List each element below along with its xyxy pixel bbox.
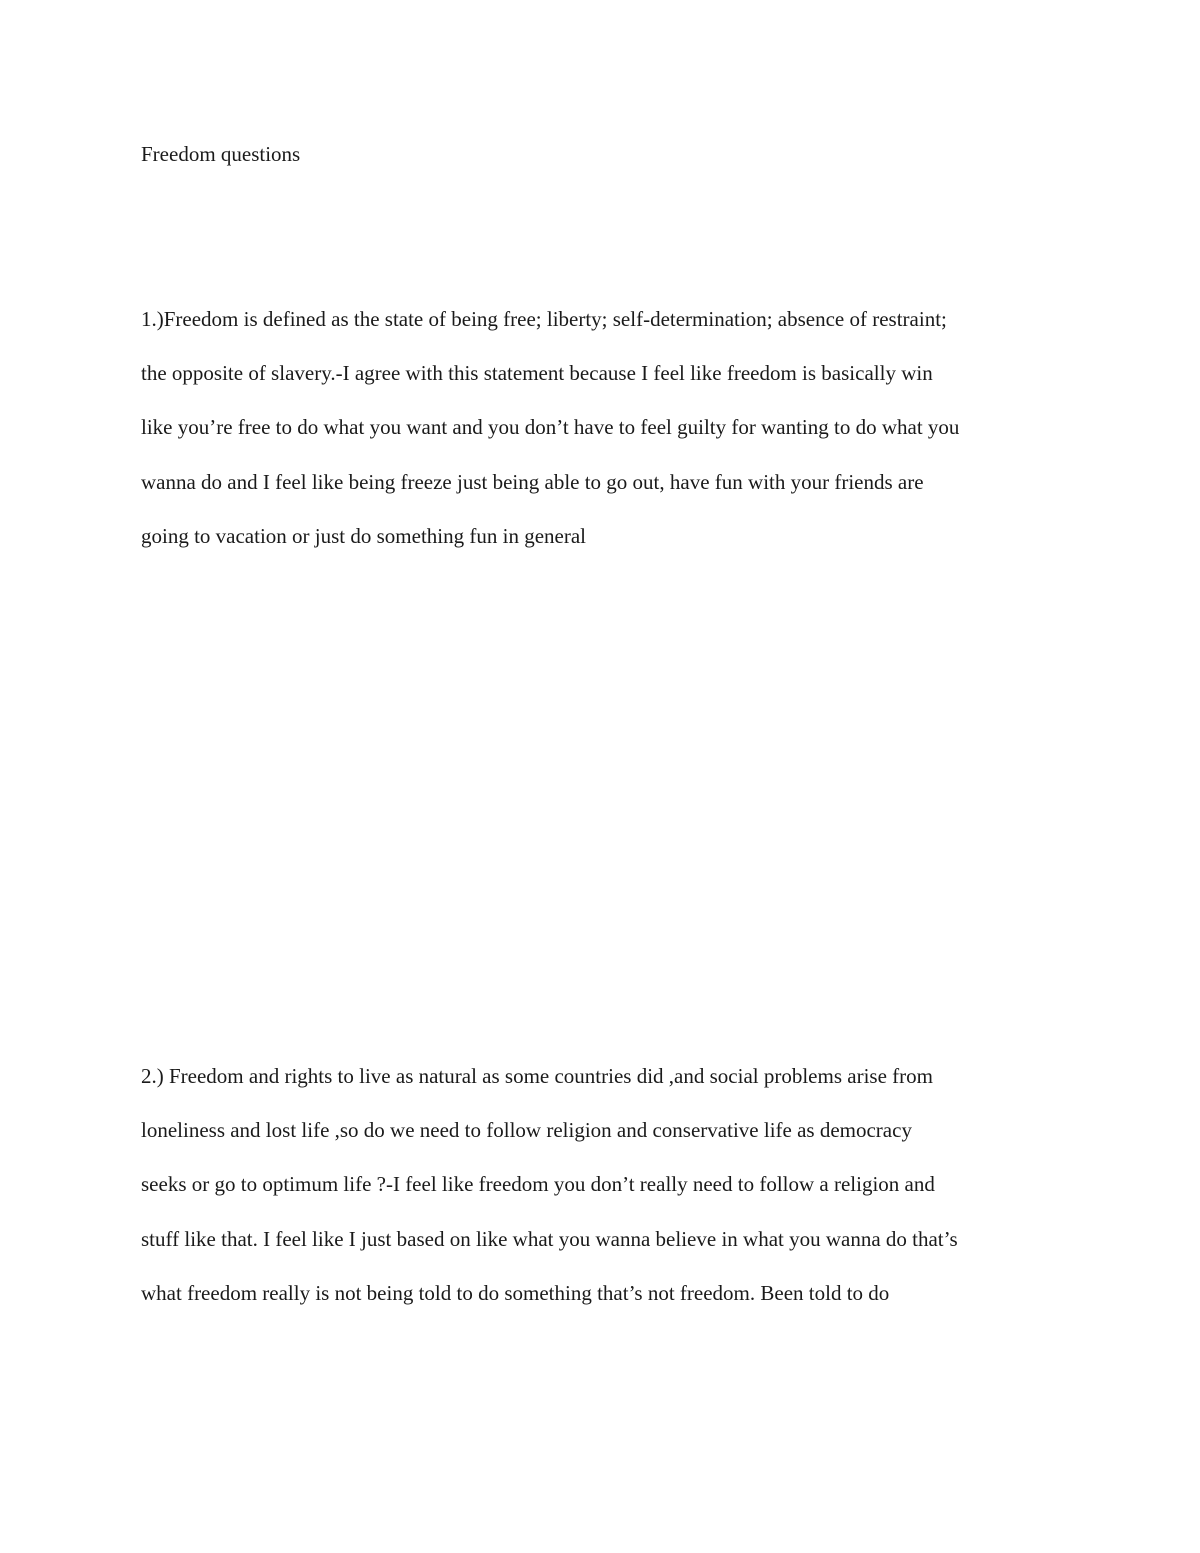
answer-2-line-4: stuff like that. I feel like I just based on like what you wanna believe in what you wanna do that’s bbox=[141, 1226, 958, 1251]
answer-1-line-4: wanna do and I feel like being freeze just being able to go out, have fun with your friends are bbox=[141, 469, 924, 494]
document-title: Freedom questions bbox=[141, 142, 301, 166]
answer-2-paragraph bbox=[141, 1062, 1081, 1333]
answer-1-paragraph bbox=[141, 305, 1081, 576]
answer-1-line-5: going to vacation or just do something fun in general bbox=[141, 523, 586, 548]
answer-2-line-1: 2.) Freedom and rights to live as natural as some countries did ,and social problems arise from bbox=[141, 1064, 933, 1088]
answer-2-line-3: seeks or go to optimum life ?-I feel like freedom you don’t really need to follow a religion and bbox=[141, 1172, 935, 1197]
answer-2-line-5: what freedom really is not being told to do something that’s not freedom. Been told to do bbox=[141, 1280, 890, 1305]
answer-1-line-1: 1.)Freedom is defined as the state of being free; liberty; self-determination; absence of restraint; bbox=[141, 307, 947, 331]
answer-2-line-2: loneliness and lost life ,so do we need to follow religion and conservative life as democracy bbox=[141, 1118, 912, 1143]
answer-1-line-3: like you’re free to do what you want and you don’t have to feel guilty for wanting to do what you bbox=[141, 415, 960, 440]
answer-1-line-2: the opposite of slavery.-I agree with this statement because I feel like freedom is basically win bbox=[141, 361, 933, 386]
